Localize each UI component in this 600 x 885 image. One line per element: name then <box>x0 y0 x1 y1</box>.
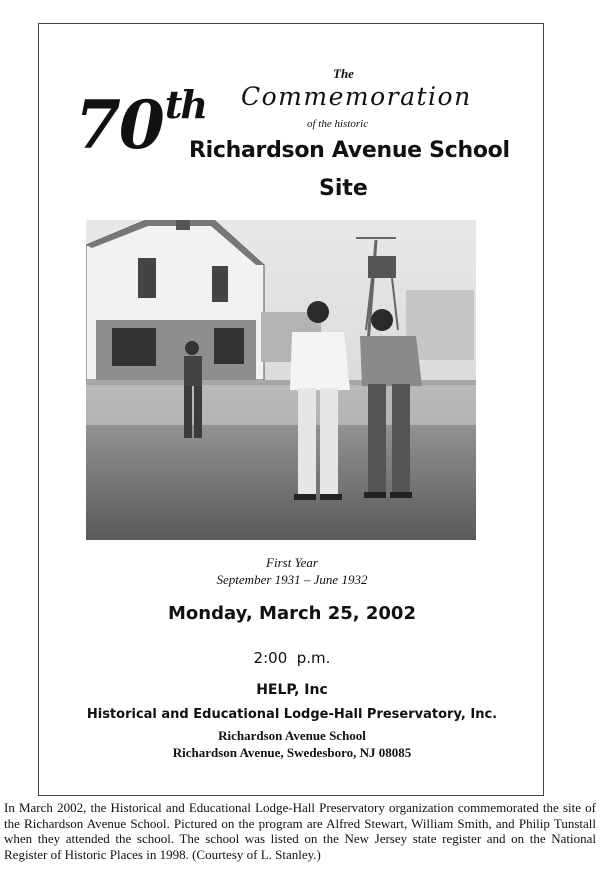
organization-full-name: Historical and Educational Lodge-Hall Preservatory, Inc. <box>86 707 498 722</box>
historic-photo <box>86 220 476 540</box>
first-year-label: First Year <box>266 555 318 570</box>
historic-photo-illustration <box>86 220 476 540</box>
heading-commemoration: Commemoration <box>241 82 472 111</box>
heading-the: The <box>333 66 354 81</box>
address-line-2: Richardson Avenue, Swedesboro, NJ 08085 <box>172 745 412 760</box>
anniversary-number: 70 <box>75 86 163 164</box>
event-time: 2:00 p.m. <box>253 649 331 667</box>
photo-caption: In March 2002, the Historical and Educational Lodge-Hall Preservatory organization commemorated the site of the Richardson Avenue School. Pictured on the program are Alfred Stewart, William Smith, and Philip Tunstall when they attended the school. The school was listed on the New Jersey state register and on the National Register of Historic Places in 1998. (Courtesy of L. Stanley.) <box>4 800 596 862</box>
heading-school-name: Richardson Avenue School <box>189 138 510 163</box>
event-date: Monday, March 25, 2002 <box>168 603 416 624</box>
heading-site: Site <box>319 176 368 201</box>
program-cover <box>38 23 544 796</box>
anniversary-suffix: th <box>164 82 207 127</box>
address-line-1: Richardson Avenue School <box>218 728 366 743</box>
heading-of-the-historic: of the historic <box>307 118 369 130</box>
organization-short-name: HELP, Inc <box>256 682 328 698</box>
first-year-dates: September 1931 – June 1932 <box>216 572 368 587</box>
anniversary-heading <box>75 82 207 164</box>
